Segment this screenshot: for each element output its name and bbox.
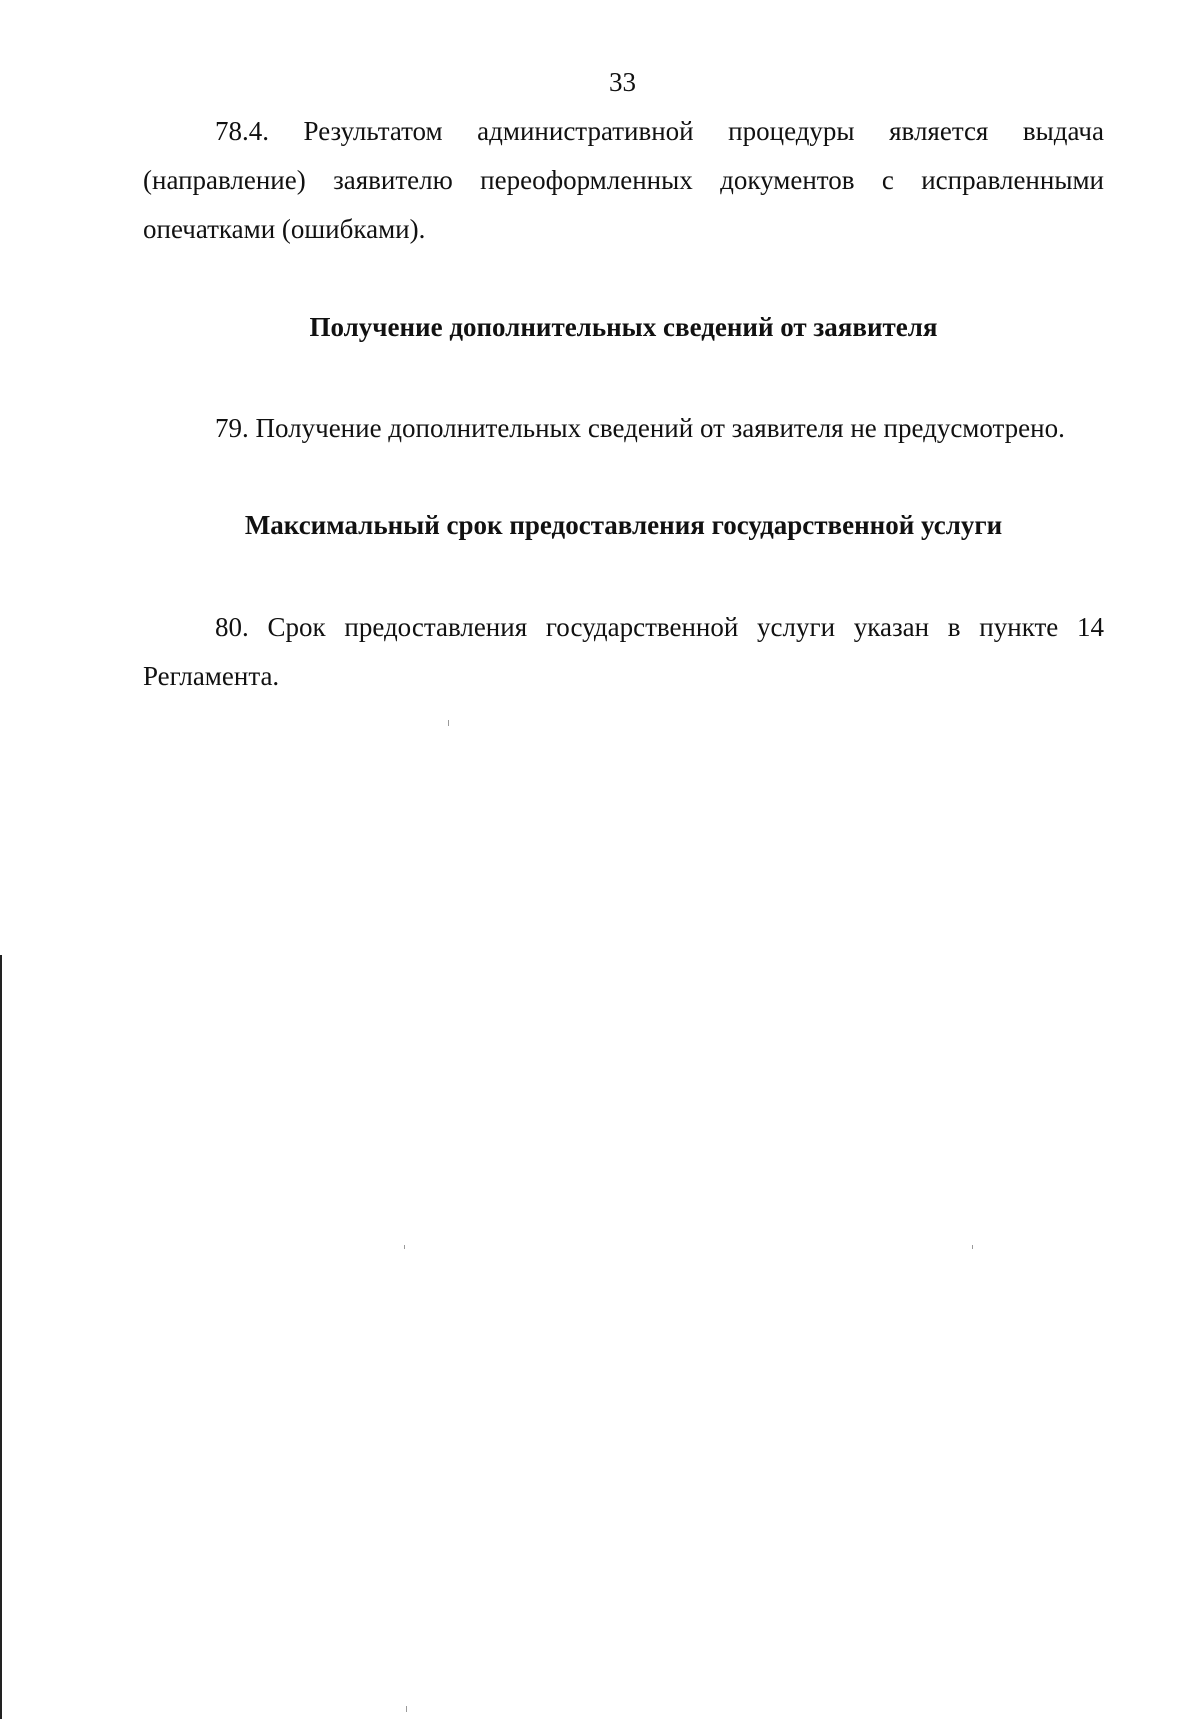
scan-speck <box>404 1245 405 1249</box>
page-number: 33 <box>609 67 636 97</box>
scan-speck <box>406 1706 407 1712</box>
paragraph-78-4: 78.4. Результатом административной процедуры является выдача (направление) заявителю переоформленных документов с исправленными опечатками (ошибками). <box>143 116 1104 244</box>
paragraph-80: 80. Срок предоставления государственной услуги указан в пункте 14 Регламента. <box>143 612 1104 691</box>
heading-max-term: Максимальный срок предоставления государственной услуги <box>244 510 1003 540</box>
scan-speck <box>448 720 449 726</box>
heading-additional-info: Получение дополнительных сведений от заявителя <box>309 312 938 342</box>
scan-speck <box>972 1245 973 1249</box>
paragraph-79: 79. Получение дополнительных сведений от заявителя не предусмотрено. <box>215 413 1065 443</box>
scan-edge-line <box>0 955 2 1719</box>
